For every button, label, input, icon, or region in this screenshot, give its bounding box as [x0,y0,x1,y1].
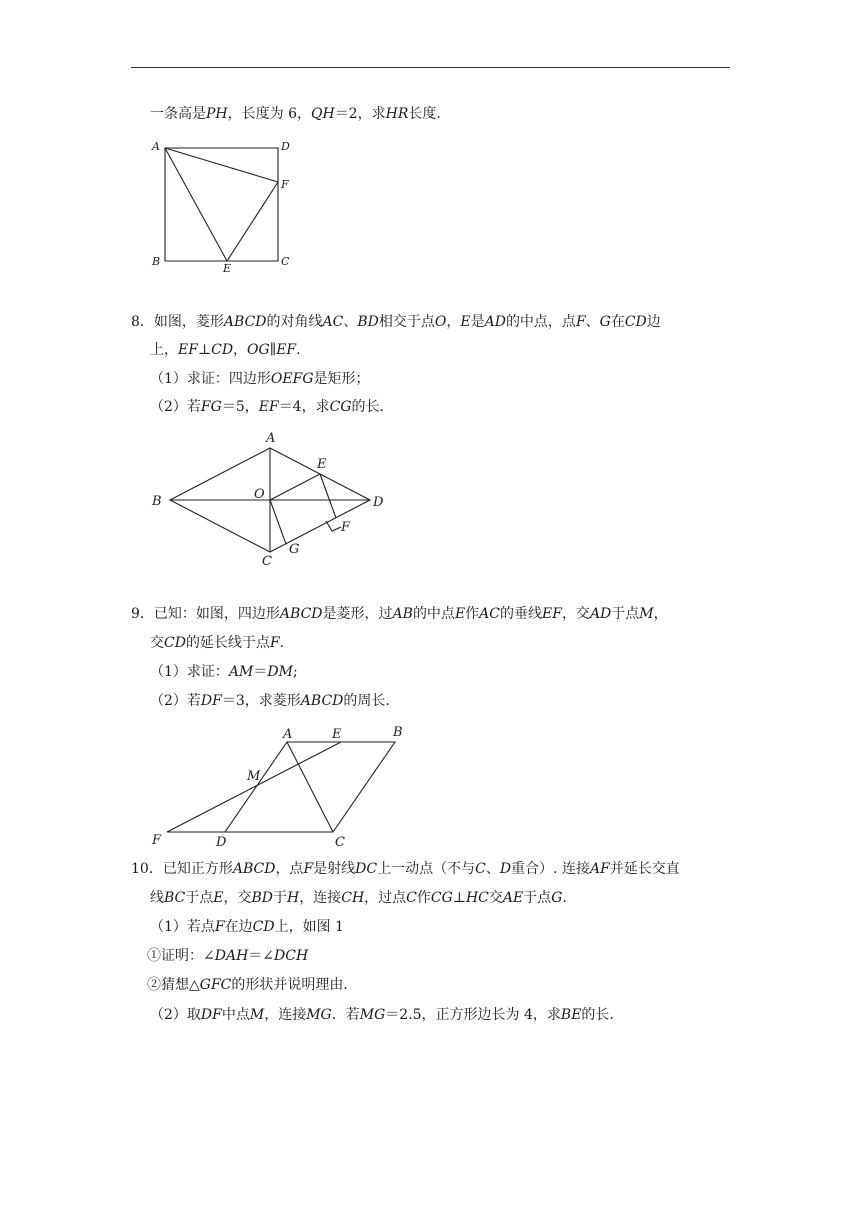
label-B: B [393,725,403,740]
header-rule [131,67,730,68]
q10-line2: 线BC于点E，交BD于H，连接CH，过点C作CG⊥HC交AE于点G. [150,890,567,906]
q10-sub1b: ②猜想△GFC的形状并说明理由. [147,977,348,993]
label-O: O [254,487,265,502]
label-C: C [335,835,345,850]
label-E: E [332,727,342,742]
q9-sub1: （1）求证：AM＝DM; [150,664,298,680]
label-F: F [152,833,162,848]
label-C: C [281,255,290,268]
label-B: B [152,494,162,509]
q8-line2: 上，EF⊥CD，OG∥EF. [150,342,301,358]
q9-line2: 交CD的延长线于点F. [150,635,285,651]
label-B: B [152,255,161,268]
q9-line1: 9．已知：如图，四边形ABCD是菱形，过AB的中点E作AC的垂线EF，交AD于点M， [131,606,668,622]
q8-line1: 8．如图，菱形ABCD的对角线AC、BD相交于点O，E是AD的中点，点F、G在CD边 [131,314,661,330]
q10-sub1a: ①证明：∠DAH＝∠DCH [147,948,309,964]
label-D: D [373,495,384,510]
q8-sub1: （1）求证：四边形OEFG是矩形； [150,371,370,387]
label-A: A [152,140,160,153]
label-F: F [341,520,351,535]
q9-sub2: （2）若DF＝3，求菱形ABCD的周长. [150,693,390,709]
label-M: M [247,769,261,784]
label-A: A [266,431,276,446]
q7-text: 一条高是PH，长度为 6，QH＝2，求HR长度. [150,106,441,122]
label-E: E [223,262,232,275]
label-A: A [283,727,293,742]
label-F: F [281,178,289,191]
q10-line1: 10．已知正方形ABCD，点F是射线DC上一动点（不与C、D重合）. 连接AF并延长交直 [131,861,680,877]
q7-square-figure [150,138,310,278]
q9-rhombus-figure [150,720,415,850]
label-C: C [262,554,272,569]
label-D: D [216,835,227,850]
label-E: E [317,457,327,472]
label-D: D [281,140,290,153]
q10-sub2: （2）取DF中点M，连接MG．若MG＝2.5，正方形边长为 4，求BE的长. [150,1007,614,1023]
q10-sub1: （1）若点F在边CD上，如图 1 [150,919,344,935]
q8-rhombus-figure [150,425,395,570]
q8-sub2: （2）若FG＝5，EF＝4，求CG的长. [150,399,384,415]
label-G: G [289,542,300,557]
